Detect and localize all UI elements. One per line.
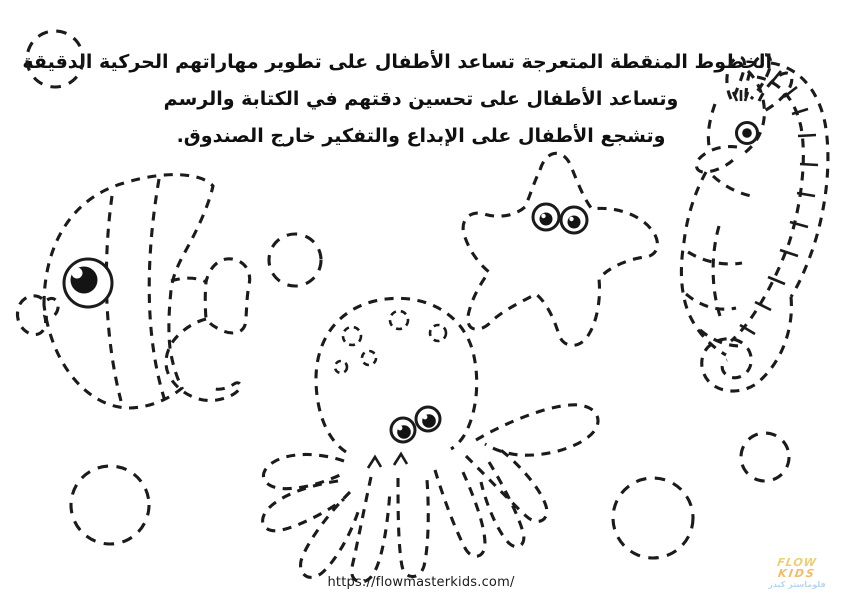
seahorse-belly-band [688,252,742,264]
octopus-spot [335,361,347,373]
octopus-eye-left [391,418,415,442]
starfish-outline [463,153,657,345]
seahorse-belly-inner [713,226,720,316]
footer-url: https://flowmasterkids.com/ [327,575,515,590]
brand-watermark [765,557,829,591]
fish-drawing [17,175,249,408]
seahorse-eye [737,123,758,144]
octopus-tentacle [398,478,428,577]
fish-tail-upper [171,259,250,333]
octopus-spot [390,311,408,329]
octopus-drawing [263,298,598,582]
intro-line-2: وتساعد الأطفال على تحسين دقتهم في الكتابة والرسم [163,88,679,110]
octopus-spot [343,327,361,345]
seahorse-drawing [681,55,828,391]
seahorse-chin-line [713,176,757,197]
seahorse-forehead [708,104,715,146]
intro-line-3: وتشجع الأطفال على الإبداع والتفكير خارج الصندوق. [176,125,666,147]
bubble-top-left [27,31,83,87]
seahorse-belly-band [686,294,736,309]
watermark-arabic: فلوماستر كيدز [768,580,826,589]
starfish-eye-left [533,204,559,230]
seahorse-tail-spiral [702,297,792,391]
watermark-flow: FLOW [776,556,818,569]
bubble-bottom-left [71,466,149,544]
bubble-bottom-center [613,478,693,558]
octopus-eye-right [416,407,440,431]
intro-line-1: الخطوط المنقطة المتعرجة تساعد الأطفال على تطوير مهاراتهم الحركية الدقيقة [22,51,772,73]
octopus-spot [362,351,376,365]
fish-stripe-1 [106,196,121,401]
octopus-tentacle [481,462,524,547]
seahorse-snout [696,147,737,173]
bubble-right [741,433,789,481]
octopus-tentacle [301,492,359,577]
watermark-kids: KIDS [777,567,817,580]
fish-eye [64,259,112,307]
seahorse-segment-rungs [740,71,818,334]
fish-stripe-2 [149,179,165,401]
octopus-tentacle [352,477,390,582]
starfish-eye-right [561,207,587,233]
bubble-mid-left [269,234,321,286]
octopus-mouth-marks [368,454,407,468]
octopus-spot [430,325,446,341]
octopus-tentacle [476,405,598,455]
octopus-tentacle [435,470,485,556]
fish-lips [17,296,58,335]
starfish-drawing [463,153,657,345]
